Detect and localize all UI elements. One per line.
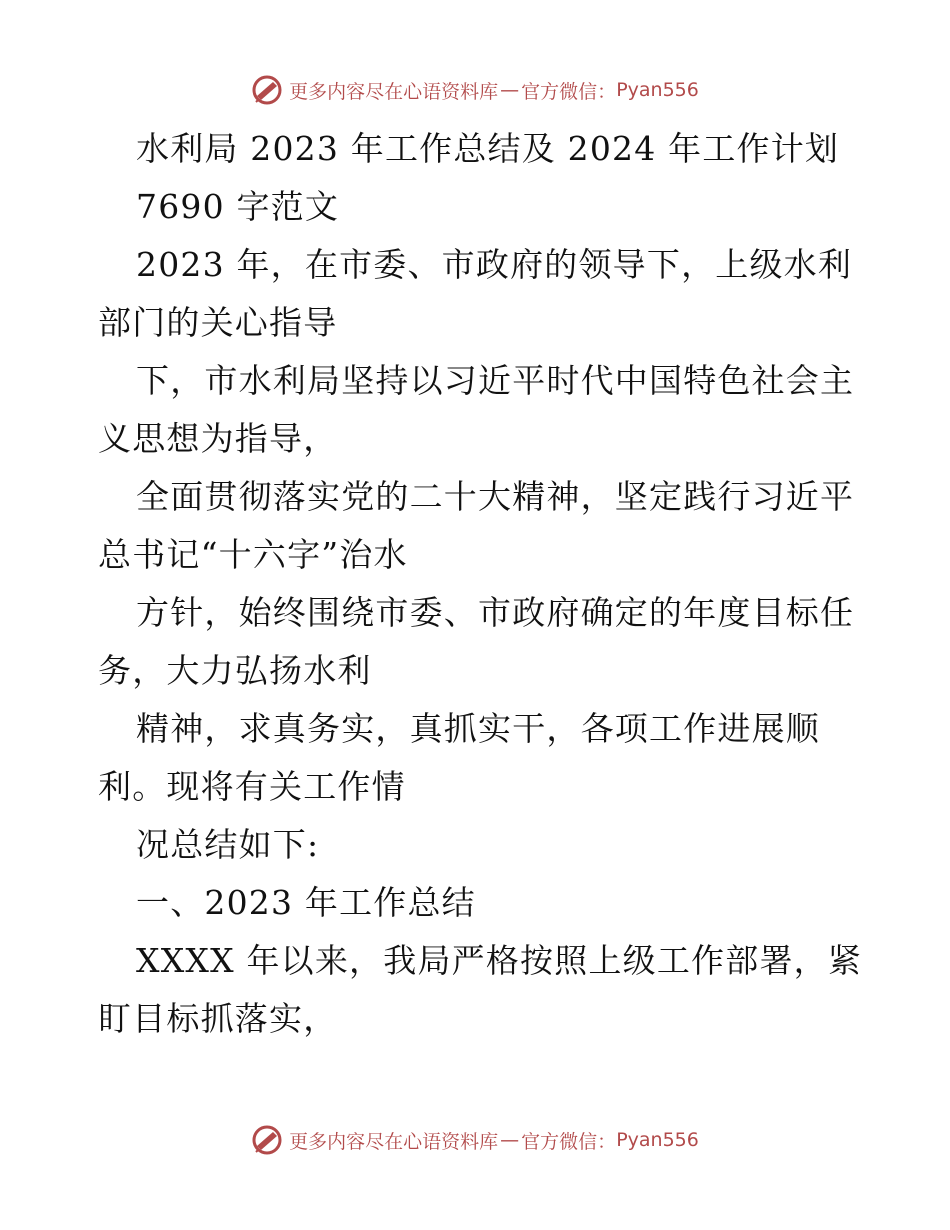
paragraph-line: 精神，求真务实，真抓实干，各项工作进展顺: [136, 709, 820, 748]
footer-watermark: [0, 1120, 950, 1160]
section-heading: 一、2023 年工作总结: [136, 883, 476, 922]
paragraph-line: 义思想为指导，: [98, 419, 338, 458]
paragraph-line: 下，市水利局坚持以习近平时代中国特色社会主: [136, 361, 855, 400]
watermark-text: 更多内容尽在心语资料库: [289, 1130, 499, 1153]
watermark-wechat-label: 官方微信：: [521, 1130, 617, 1153]
watermark-wechat-label: 官方微信：: [521, 80, 617, 103]
pen-logo-icon: [251, 74, 283, 106]
paragraph-line: 总书记“十六字”治水: [98, 535, 408, 574]
document-title-line-2: 7690 字范文: [136, 187, 340, 226]
paragraph-line: 务，大力弘扬水利: [98, 651, 372, 690]
paragraph-line: 况总结如下:: [136, 825, 320, 864]
paragraph-line: 盯目标抓落实，: [98, 999, 338, 1038]
watermark-separator: —: [500, 1129, 520, 1151]
paragraph-line: 部门的关心指导: [98, 303, 338, 342]
pen-logo-icon: [251, 1124, 283, 1156]
paragraph-line: 全面贯彻落实党的二十大精神，坚定践行习近平: [136, 477, 855, 516]
document-title-line-1: 水利局 2023 年工作总结及 2024 年工作计划: [136, 129, 840, 168]
paragraph-line: XXXX 年以来，我局严格按照上级工作部署，紧: [136, 941, 863, 980]
paragraph-line: 2023 年，在市委、市政府的领导下，上级水利: [136, 245, 853, 284]
paragraph-line: 利。现将有关工作情: [98, 767, 406, 806]
paragraph-line: 方针，始终围绕市委、市政府确定的年度目标任: [136, 593, 855, 632]
watermark-text: 更多内容尽在心语资料库: [289, 80, 499, 103]
header-watermark: [0, 70, 950, 110]
watermark-separator: —: [500, 79, 520, 101]
watermark-wechat-id: Pyan556: [616, 1129, 699, 1151]
watermark-wechat-id: Pyan556: [616, 79, 699, 101]
